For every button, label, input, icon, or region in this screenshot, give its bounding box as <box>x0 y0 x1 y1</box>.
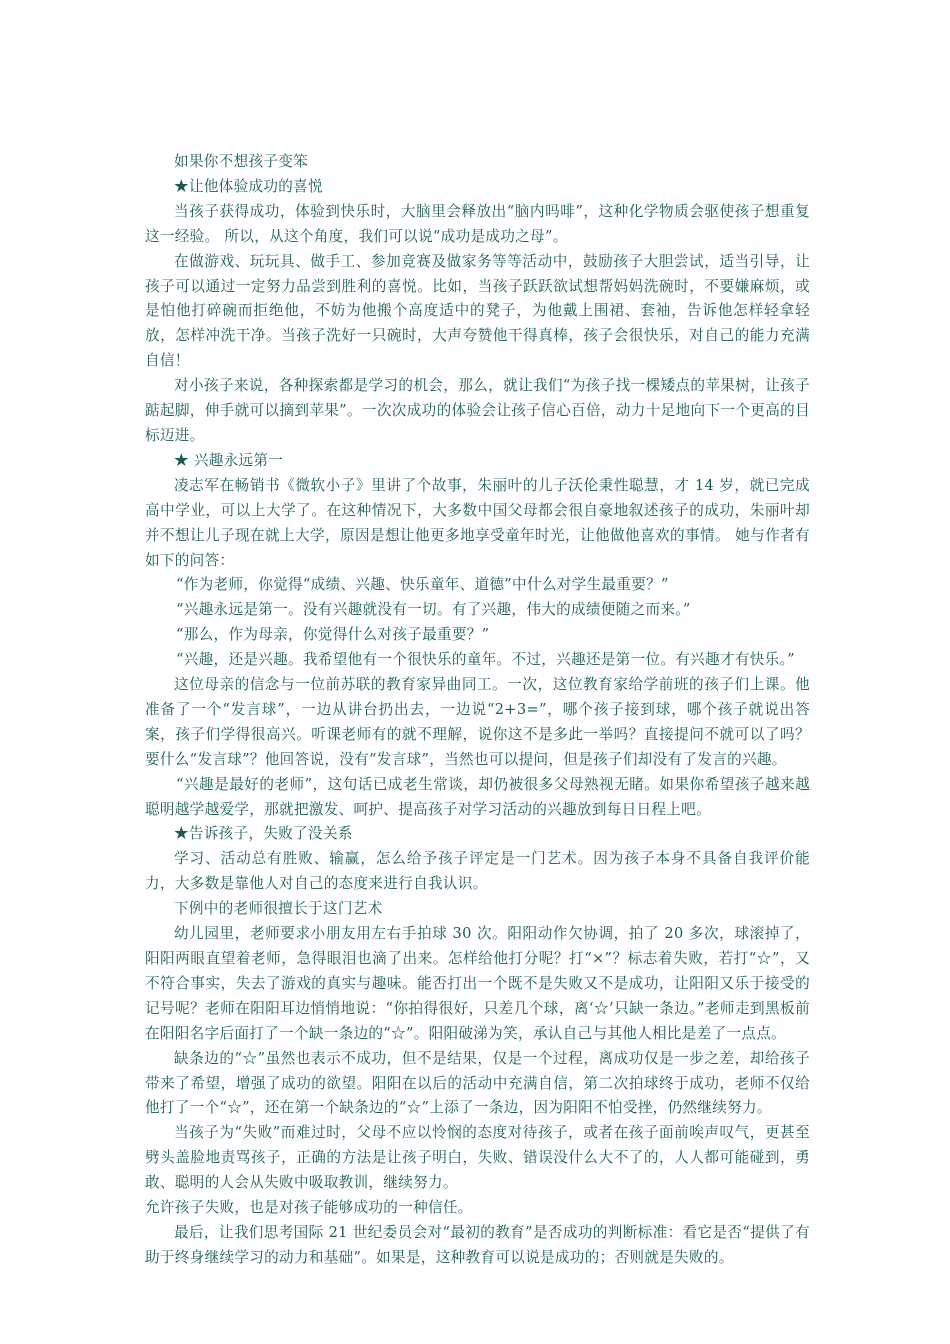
paragraph: 缺条边的“☆”虽然也表示不成功，但不是结果，仅是一个过程，离成功仅是一步之差，却给孩子带来了希望，增强了成功的欲望。阳阳在以后的活动中充满自信，第二次拍球终于成功，老师不仅给他打了一个“☆”，还在第一个缺条边的“☆”上添了一条边，因为阳阳不怕受挫，仍然继续努力。 <box>145 1049 810 1117</box>
paragraph: 下例中的老师很擅长于这门艺术 <box>174 900 383 918</box>
document-page <box>145 150 810 1271</box>
paragraph: 最后，让我们思考国际 21 世纪委员会对“最初的教育”是否成功的判断标准：看它是否“提供了有助于终身继续学习的动力和基础”。如果是，这种教育可以说是成功的；否则就是失败的。 <box>145 1223 810 1266</box>
quote-paragraph: “兴趣是最好的老师”，这句话已成老生常谈，却仍被很多父母熟视无睹。如果你希望孩子越来越聪明越学越爱学，那就把激发、呵护、提高孩子对学习活动的兴趣放到每日日程上吧。 <box>145 775 810 818</box>
paragraph: 在做游戏、玩玩具、做手工、参加竞赛及做家务等等活动中，鼓励孩子大胆尝试，适当引导，让孩子可以通过一定努力品尝到胜利的喜悦。比如，当孩子跃跃欲试想帮妈妈洗碗时，不要嫌麻烦，或是怕他打碎碗而拒绝他，不妨为他搬个高度适中的凳子，为他戴上围裙、套袖，告诉他怎样轻拿轻放，怎样冲洗干净。当孩子洗好一只碗时，大声夸赞他干得真棒，孩子会很快乐，对自己的能力充满自信！ <box>145 252 810 370</box>
paragraph: 学习、活动总有胜败、输赢，怎么给予孩子评定是一门艺术。因为孩子本身不具备自我评价能力，大多数是靠他人对自己的态度来进行自我认识。 <box>145 850 810 893</box>
quote-paragraph: “那么，作为母亲，你觉得什么对孩子最重要？” <box>176 626 490 644</box>
paragraph: 当孩子获得成功，体验到快乐时，大脑里会释放出“脑内吗啡”，这种化学物质会驱使孩子想重复这一经验。 所以，从这个角度，我们可以说“成功是成功之母”。 <box>145 202 810 245</box>
quote-paragraph: “兴趣永远是第一。没有兴趣就没有一切。有了兴趣，伟大的成绩便随之而来。” <box>176 601 691 619</box>
paragraph: 对小孩子来说，各种探索都是学习的机会，那么，就让我们“为孩子找一棵矮点的苹果树，让孩子踮起脚，伸手就可以摘到苹果”。一次次成功的体验会让孩子信心百倍，动力十足地向下一个更高的目标迈进。 <box>145 377 810 444</box>
paragraph: 幼儿园里，老师要求小朋友用左右手拍球 30 次。阳阳动作欠协调，拍了 20 多次，球滚掉了，阳阳两眼直望着老师，急得眼泪也滴了出来。怎样给他打分呢？打“×”？标志着失败，若打“☆”，又不符合事实，失去了游戏的真实与趣味。能否打出一个既不是失败又不是成功，让阳阳又乐于接受的记号呢？老师在阳阳耳边悄悄地说：“你拍得很好，只差几个球，离‘☆’只缺一条边。”老师走到黑板前在阳阳名字后面打了一个缺一条边的“☆”。阳阳破涕为笑，承认自己与其他人相比是差了一点点。 <box>145 925 810 1042</box>
section-heading: ★告诉孩子，失败了没关系 <box>174 825 353 843</box>
section-heading: ★ 兴趣永远第一 <box>174 451 284 469</box>
paragraph: 当孩子为“失败”而难过时，父母不应以怜悯的态度对待孩子，或者在孩子面前唉声叹气，更甚至劈头盖脸地责骂孩子，正确的方法是让孩子明白，失败、错误没什么大不了的，人人都可能碰到，勇敢、聪明的人会从失败中吸取教训，继续努力。 <box>145 1124 810 1192</box>
paragraph: 如果你不想孩子变笨 <box>174 153 309 170</box>
quote-paragraph: “作为老师，你觉得“成绩、兴趣、快乐童年、道德”中什么对学生最重要？” <box>176 576 669 594</box>
quote-paragraph: “兴趣，还是兴趣。我希望他有一个很快乐的童年。不过，兴趣还是第一位。有兴趣才有快乐。” <box>176 651 795 669</box>
paragraph: 凌志军在畅销书《微软小子》里讲了个故事，朱丽叶的儿子沃伦秉性聪慧，才 14 岁，就已完成高中学业，可以上大学了。在这种情况下，大多数中国父母都会很自豪地叙述孩子的成功，朱丽叶却并不想让儿子现在就上大学，原因是想让他更多地享受童年时光，让他做他喜欢的事情。 她与作者有如下的问答： <box>145 476 810 569</box>
section-heading: ★让他体验成功的喜悦 <box>174 177 323 195</box>
paragraph: 这位母亲的信念与一位前苏联的教育家异曲同工。一次，这位教育家给学前班的孩子们上课。他准备了一个“发言球”，一边从讲台扔出去，一边说“2+3=”，哪个孩子接到球，哪个孩子就说出答案，孩子们学得很高兴。听课老师有的就不理解，说你这不是多此一举吗？直接提问不就可以了吗？要什么“发言球”？他回答说，没有“发言球”，当然也可以提问，但是孩子们却没有了发言的兴趣。 <box>145 676 811 768</box>
paragraph: 允许孩子失败，也是对孩子能够成功的一种信任。 <box>145 1199 473 1217</box>
